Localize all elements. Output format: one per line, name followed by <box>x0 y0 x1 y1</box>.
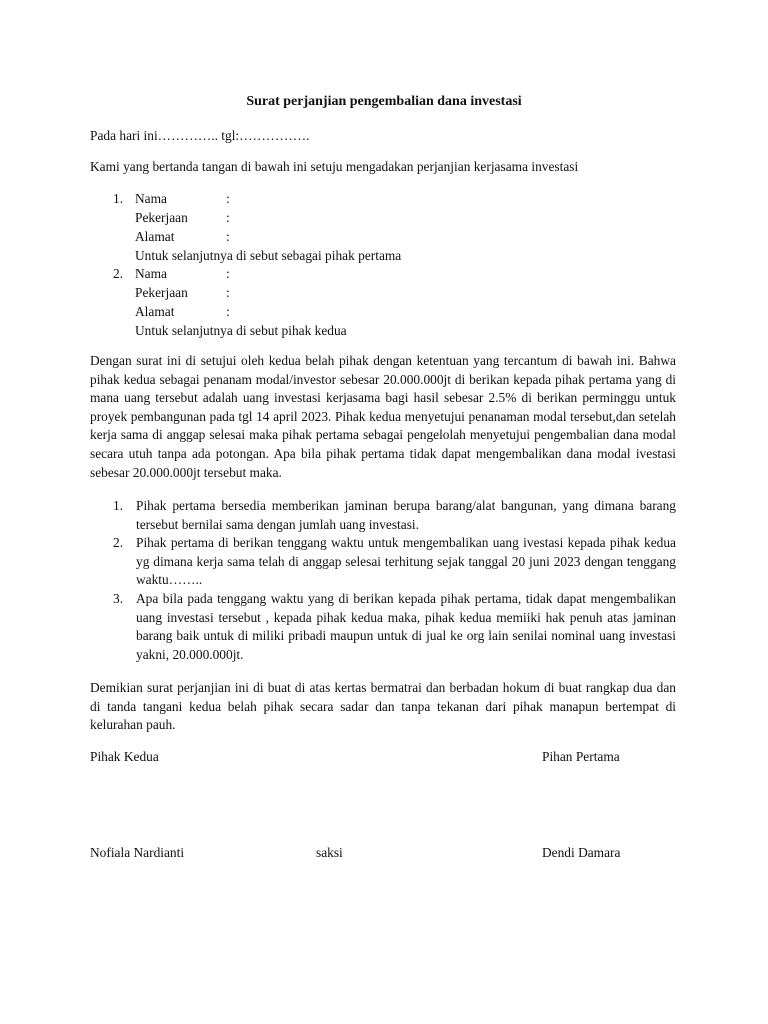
signature-role-right: Pihan Pertama <box>542 749 620 764</box>
party-note: Untuk selanjutnya di sebut sebagai pihak pertama <box>135 248 402 263</box>
signature-role-left: Pihak Kedua <box>90 749 159 764</box>
clause-text: Pihak pertama di berikan tenggang waktu untuk mengembalikan uang ivestasi kepada pihak kedua yg dimana kerja sama telah di anggap selesai terhitung sejak tanggal 20 juni 2023 dengan tenggang waktu…….. <box>136 535 676 588</box>
clause-number: 1. <box>113 498 124 513</box>
clause-text: Pihak pertama bersedia memberikan jaminan berupa barang/alat bangunan, yang dimana barang tersebut bernilai sama dengan jumlah uang investasi. <box>136 498 676 532</box>
clause-number: 2. <box>113 535 124 550</box>
field-colon: : <box>226 285 230 300</box>
party-field-name <box>135 265 230 284</box>
field-colon: : <box>226 266 230 281</box>
field-colon: : <box>226 304 230 319</box>
signature-name-left: Nofiala Nardianti <box>90 845 185 860</box>
field-label: Pekerjaan <box>135 285 188 300</box>
party-field-address <box>135 228 230 247</box>
body-paragraph: Dengan surat ini di setujui oleh kedua belah pihak dengan ketentuan yang tercantum di bawah ini. Bahwa pihak kedua sebagai penanam modal/investor sebesar 20.000.000jt di berikan kepada pihak pertama yang di mana uang tersebut adalah uang investasi kerjasama bagi hasil sebesar 2.5% di berikan perminggu untuk proyek pembangunan pada tgl 14 april 2023. Pihak kedua menyetujui penanaman modal tersebut,dan setelah kerja sama di anggap selesai maka pihak pertama sebagai pengelolah menyetujui pengembalian dana modal secara utuh tanpa ada potongan. Apa bila pihak pertama tidak dapat mengembalikan dana modal ivestasi sebesar 20.000.000jt tersebut maka. <box>90 353 676 480</box>
field-label: Alamat <box>135 304 175 319</box>
date-line: Pada hari ini………….. tgl:……………. <box>90 128 310 143</box>
party-field-occupation <box>135 209 230 228</box>
field-label: Alamat <box>135 229 175 244</box>
party-field-address <box>135 303 230 322</box>
party-field-name <box>135 190 230 209</box>
closing-paragraph: Demikian surat perjanjian ini di buat di atas kertas bermatrai dan berbadan hokum di buat rangkap dua dan di tanda tangani kedua belah pihak secara sadar dan tanpa tekanan dari pihak manapun bertempat di kelurahan pauh. <box>90 680 676 733</box>
field-colon: : <box>226 210 230 225</box>
party-number: 2. <box>113 266 124 281</box>
field-label: Pekerjaan <box>135 210 188 225</box>
field-colon: : <box>226 191 230 206</box>
clause-text: Apa bila pada tenggang waktu yang di berikan kepada pihak pertama, tidak dapat mengembalikan uang investasi tersebut , kepada pihak kedua maka, pihak kedua memiiki hak penuh atas jaminan barang baik untuk di miliki pribadi maupun untuk di jual ke org lain senilai nominal uang investasi yakni, 20.000.000jt. <box>136 591 676 662</box>
field-colon: : <box>226 229 230 244</box>
document-title: Surat perjanjian pengembalian dana investasi <box>246 94 522 109</box>
party-number: 1. <box>113 191 124 206</box>
clause-number: 3. <box>113 591 124 606</box>
signature-name-right: Dendi Damara <box>542 845 621 860</box>
field-label: Nama <box>135 191 167 206</box>
intro-text: Kami yang bertanda tangan di bawah ini setuju mengadakan perjanjian kerjasama investasi <box>90 159 579 174</box>
party-field-occupation <box>135 284 230 303</box>
signature-witness: saksi <box>316 845 343 860</box>
field-label: Nama <box>135 266 167 281</box>
party-note: Untuk selanjutnya di sebut pihak kedua <box>135 323 347 338</box>
